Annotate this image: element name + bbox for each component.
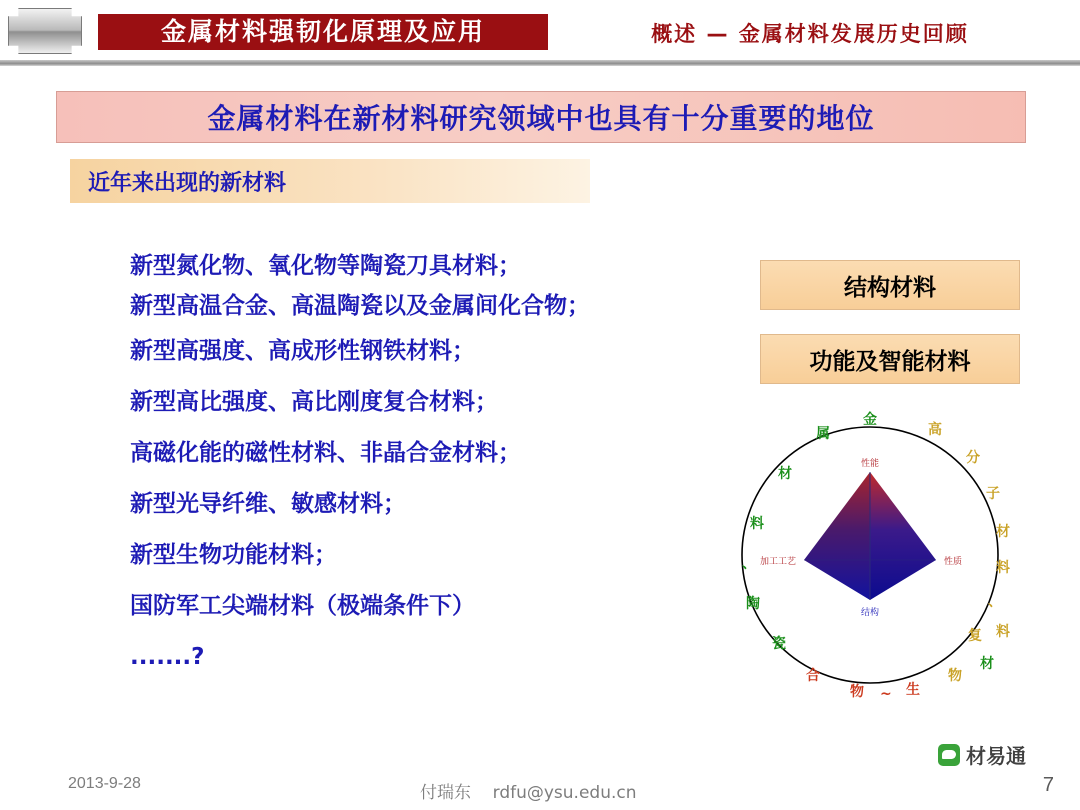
watermark-text: 材易通	[966, 744, 1026, 768]
footer-author	[420, 778, 637, 803]
svg-text:分: 分	[966, 450, 980, 466]
functional-materials-box: 功能及智能材料	[760, 334, 1020, 384]
list-item: 新型高强度、高成形性钢铁材料；	[130, 338, 475, 364]
page-number: 7	[1042, 774, 1054, 796]
footer-email: rdfu@ysu.edu.cn	[492, 783, 637, 803]
vertex-label-right: 性质	[944, 557, 963, 567]
svg-text:材: 材	[980, 656, 994, 672]
svg-text:材: 材	[996, 524, 1010, 540]
vertex-label-top: 性能	[860, 459, 880, 469]
highlight-banner-text: 金属材料在新材料研究领域中也具有十分重要的地位	[207, 102, 875, 135]
list-item: 高磁化能的磁性材料、非晶合金材料；	[130, 440, 521, 466]
svg-text:属: 属	[816, 426, 830, 442]
svg-text:复: 复	[968, 628, 982, 644]
page-title: 金属材料强韧化原理及应用	[98, 14, 548, 50]
wechat-icon	[938, 744, 960, 766]
svg-text:、: 、	[742, 556, 756, 572]
list-item: 国防军工尖端材料（极端条件下）	[130, 593, 475, 619]
list-item: 新型光导纤维、敏感材料；	[130, 491, 406, 517]
svg-text:金: 金	[863, 412, 877, 428]
svg-text:瓷: 瓷	[772, 636, 786, 652]
watermark	[938, 740, 1026, 769]
highlight-banner	[56, 91, 1026, 143]
list-item: 新型氮化物、氧化物等陶瓷刀具材料；	[130, 253, 521, 279]
vertex-label-left: 加工工艺	[759, 557, 796, 567]
svg-text:、: 、	[988, 594, 1002, 610]
svg-text:物: 物	[948, 668, 962, 684]
svg-text:子: 子	[986, 486, 1000, 502]
svg-text:合: 合	[806, 668, 820, 684]
page-subtitle: 概述 — 金属材料发展历史回顾	[651, 22, 969, 46]
svg-text:材: 材	[778, 466, 792, 482]
structural-materials-box: 结构材料	[760, 260, 1020, 310]
list-item: 新型高比强度、高比刚度复合材料；	[130, 389, 498, 415]
logo-shape	[8, 8, 82, 54]
scroll-logo-icon	[8, 8, 80, 52]
list-item: 新型生物功能材料；	[130, 542, 337, 568]
svg-text:~: ~	[880, 686, 892, 702]
slide-header	[0, 0, 1080, 64]
materials-list	[130, 246, 750, 683]
svg-text:料: 料	[750, 516, 764, 532]
footer-date: 2013-9-28	[68, 775, 141, 792]
svg-text:高: 高	[928, 422, 942, 438]
svg-text:物: 物	[850, 684, 864, 700]
list-item: 新型高温合金、高温陶瓷以及金属间化合物；	[130, 293, 590, 319]
svg-text:料: 料	[996, 624, 1010, 640]
materials-tetrahedron-diagram	[700, 400, 1040, 720]
vertex-label-bottom: 结构	[860, 608, 880, 618]
list-item: .......?	[130, 644, 205, 670]
footer-author-name: 付瑞东	[420, 783, 471, 803]
svg-text:生: 生	[906, 682, 920, 698]
header-divider	[0, 60, 1080, 66]
section-banner	[70, 159, 590, 203]
svg-text:陶: 陶	[746, 596, 760, 612]
svg-text:料: 料	[996, 560, 1010, 576]
section-banner-text: 近年来出现的新材料	[88, 170, 287, 196]
